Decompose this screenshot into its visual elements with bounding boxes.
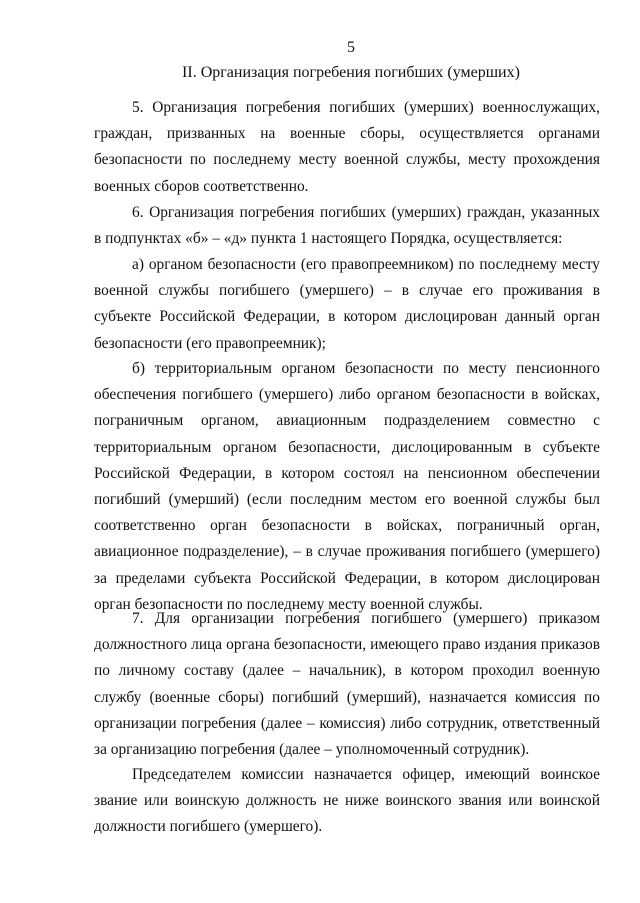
paragraph-7: 7. Для организации погребения погибшего (умершего) приказом должностного лица органа безопасности, имеющего право издания приказов по личному составу (далее – начальник), в котором проходил военную службу (военные сборы) погибший (умерший), назначается комиссия по организации погребения (далее – комиссия) либо сотрудник, ответственный за организацию погребения (далее – уполномоченный сотрудник).	[94, 610, 600, 759]
page-number: 5	[347, 39, 355, 56]
section-title: II. Организация погребения погибших (умерших)	[182, 64, 520, 81]
subparagraph-b: б) территориальным органом безопасности по месту пенсионного обеспечения погибшего (умершего) либо органом безопасности в войсках, пограничным органом, авиационным подразделением совместно с территориальным органом безопасности, дислоцированным в субъекте Российской Федерации, в котором состоял на пенсионном обеспечении погибший (умерший) (если последним местом его военной службы был соответственно орган безопасности в войсках, пограничный орган, авиационное подразделение), – в случае проживания погибшего (умершего) за пределами субъекта Российской Федерации, в котором дислоцирован орган безопасности по последнему месту военной службы.	[94, 360, 600, 613]
paragraph-commission-chair: Председателем комиссии назначается офицер, имеющий воинское звание или воинскую должность не ниже воинского звания или воинской должности погибшего (умершего).	[94, 766, 600, 836]
paragraph-5: 5. Организация погребения погибших (умерших) военнослужащих, граждан, призванных на военные сборы, осуществляется органами безопасности по последнему месту военной службы, месту прохождения военных сборов соответственно.	[94, 99, 600, 195]
subparagraph-a: а) органом безопасности (его правопреемником) по последнему месту военной службы погибшего (умершего) – в случае его проживания в субъекте Российской Федерации, в котором дислоцирован данный орган безопасности (его правопреемник);	[94, 256, 600, 352]
paragraph-6: 6. Организация погребения погибших (умерших) граждан, указанных в подпунктах «б» – «д» пункта 1 настоящего Порядка, осуществляется:	[94, 204, 600, 248]
